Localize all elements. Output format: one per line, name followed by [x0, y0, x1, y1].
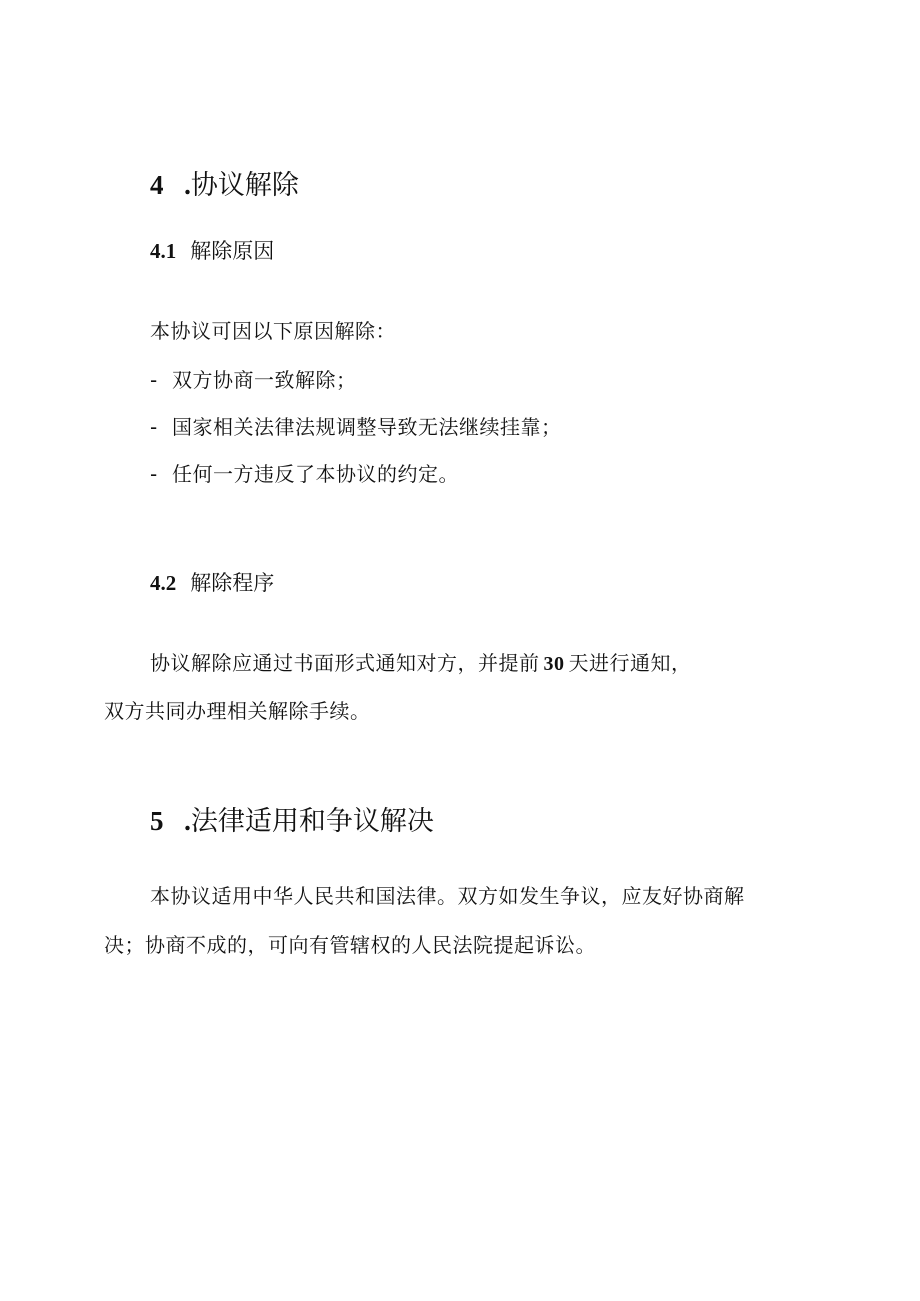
- subsection-title: 解除原因: [190, 239, 275, 263]
- subsection-number: 4.1: [150, 239, 177, 263]
- subsection-4-1-heading: [150, 241, 274, 262]
- section-number: 5: [150, 806, 164, 836]
- paragraph-text: 协议解除应通过书面形式通知对方，并提前: [150, 651, 540, 675]
- subsection-4-2-heading: [150, 573, 274, 594]
- bullet-dash: -: [150, 462, 158, 486]
- law-paragraph-line-1: 本协议适用中华人民共和国法律。双方如发生争议，应友好协商解: [150, 884, 745, 908]
- section-dot: .: [184, 170, 191, 200]
- notice-days-number: 30: [543, 653, 565, 675]
- bullet-dash: -: [150, 368, 158, 392]
- section-title: 法律适用和争议解决: [190, 806, 434, 837]
- law-paragraph-line-2: 决；协商不成的，可向有管辖权的人民法院提起诉讼。: [104, 933, 596, 957]
- list-item: [150, 417, 562, 437]
- bullet-dash: -: [150, 415, 158, 439]
- list-item-text: 国家相关法律法规调整导致无法继续挂靠；: [172, 415, 562, 439]
- list-item-text: 任何一方违反了本协议的约定。: [172, 462, 459, 486]
- section-number: 4: [150, 170, 164, 200]
- list-item: [150, 370, 357, 390]
- list-item: [150, 464, 459, 484]
- procedure-paragraph-line-1: [150, 653, 692, 674]
- paragraph-text: 天进行通知，: [568, 651, 692, 675]
- procedure-paragraph-line-2: 双方共同办理相关解除手续。: [104, 699, 371, 723]
- reasons-intro: 本协议可因以下原因解除：: [150, 319, 396, 343]
- subsection-title: 解除程序: [190, 571, 275, 595]
- section-dot: .: [184, 806, 191, 836]
- section-title: 协议解除: [190, 170, 299, 201]
- list-item-text: 双方协商一致解除；: [172, 368, 357, 392]
- subsection-number: 4.2: [150, 571, 177, 595]
- section-5-heading: [150, 808, 434, 835]
- section-4-heading: [150, 172, 299, 199]
